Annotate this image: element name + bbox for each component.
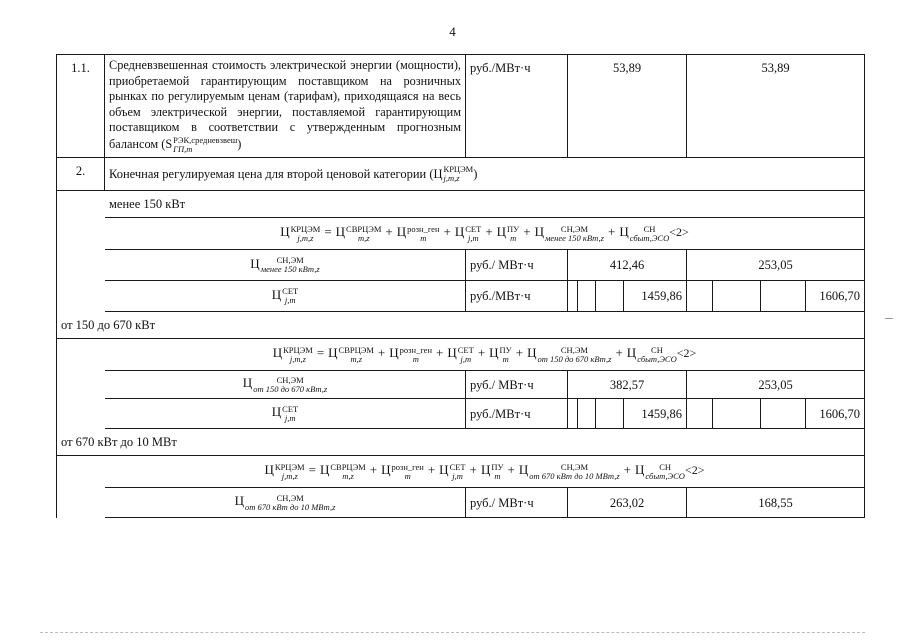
subcell xyxy=(713,281,761,312)
formula-operator: + xyxy=(523,224,531,240)
price-symbol: Ц ПУ m xyxy=(489,344,512,364)
value-column-2: 1606,70 xyxy=(806,399,865,429)
unit-label: руб./ МВт·ч xyxy=(466,371,568,399)
subcell xyxy=(578,281,596,312)
formula-operator: = xyxy=(324,224,332,240)
value-column-2: 1606,70 xyxy=(806,281,865,312)
value-column-1: 1459,86 xyxy=(624,399,687,429)
unit-label: руб./МВт·ч xyxy=(466,55,568,158)
formula-operator: + xyxy=(515,345,524,361)
subcell xyxy=(578,399,596,429)
price-symbol: Ц СЕТ j,m xyxy=(271,286,299,306)
section-title: Конечная регулируемая цена для второй ценовой категории (Ц КРЦЭМ j,m,z ) xyxy=(105,158,865,191)
description-symbol: (S РЭК,средневзвеш ГП,m ) xyxy=(161,134,242,154)
formula-operator: + xyxy=(607,224,616,240)
band-formula xyxy=(105,339,865,371)
formula-operator: + xyxy=(469,462,477,478)
price-symbol: Ц КРЦЭМ j,m,z xyxy=(264,461,305,481)
formula-operator: + xyxy=(436,345,444,361)
formula-operator: + xyxy=(507,462,515,478)
price-symbol: Ц КРЦЭМ j,m,z xyxy=(272,344,313,364)
subcell xyxy=(713,399,761,429)
formula-operator: + xyxy=(477,345,486,361)
sn-symbol xyxy=(105,488,466,518)
price-symbol: Ц СН,ЭМ от 150 до 670 кВт,z xyxy=(242,374,328,394)
subcell xyxy=(596,281,624,312)
formula-operator: + xyxy=(443,224,451,240)
price-symbol: Ц ПУ m xyxy=(496,223,520,243)
unit-label: руб./ МВт·ч xyxy=(466,250,568,281)
value-column-2: 253,05 xyxy=(687,371,865,399)
band-formula xyxy=(105,218,865,250)
subcell xyxy=(568,281,578,312)
price-symbol: Ц ПУ m xyxy=(480,461,504,481)
band-label: от 150 до 670 кВт xyxy=(57,312,865,339)
price-symbol: Ц СН,ЭМ от 670 кВт до 10 МВт,z xyxy=(234,492,336,512)
formula-operator: = xyxy=(308,462,316,478)
price-symbol: Ц СЕТ j,m xyxy=(439,461,466,481)
price-symbol: Ц СВРЦЭМ m,z xyxy=(328,344,374,364)
formula-operator: = xyxy=(316,345,325,361)
price-symbol: Ц СН,ЭМ менее 150 кВт,z xyxy=(534,223,604,243)
subcell xyxy=(761,399,806,429)
price-symbol: Ц СН сбыт,ЭСО xyxy=(635,461,685,481)
sn-symbol xyxy=(105,250,466,281)
unit-label: руб./МВт·ч xyxy=(466,399,568,429)
price-symbol: Ц розн_ген m xyxy=(396,223,440,243)
row-description xyxy=(105,55,466,158)
unit-label: руб./ МВт·ч xyxy=(466,488,568,518)
band-label: менее 150 кВт xyxy=(105,191,865,218)
set-symbol xyxy=(105,399,466,429)
price-symbol: Ц СН сбыт,ЭСО xyxy=(626,344,677,364)
page-number: 4 xyxy=(449,24,456,39)
formula-operator: + xyxy=(369,462,378,478)
price-symbol: Ц розн_ген m xyxy=(389,344,433,364)
subcell xyxy=(761,281,806,312)
price-symbol: Ц СЕТ j,m xyxy=(271,403,299,423)
subcell xyxy=(596,399,624,429)
price-symbol: Ц СЕТ j,m xyxy=(447,344,474,364)
formula-operator: + xyxy=(615,345,623,361)
value-column-1: 382,57 xyxy=(568,371,687,399)
band-label: от 670 кВт до 10 МВт xyxy=(57,429,865,456)
value-column-1: 53,89 xyxy=(568,55,687,158)
price-symbol: Ц СН,ЭМ от 150 до 670 кВт,z xyxy=(527,344,612,364)
formula-operator: + xyxy=(623,462,631,478)
price-symbol: Ц СВРЦЭМ m,z xyxy=(335,223,382,243)
subcell xyxy=(687,399,713,429)
formula-operator: + xyxy=(385,224,393,240)
band-formula xyxy=(105,456,865,488)
formula-operator: + xyxy=(377,345,386,361)
row-number: 1.1. xyxy=(57,55,105,158)
price-symbol: Ц СН,ЭМ менее 150 кВт,z xyxy=(250,255,320,275)
formula-operator: + xyxy=(485,224,493,240)
price-symbol: Ц КРЦЭМ j,m,z xyxy=(280,223,321,243)
footnote-ref: <2> xyxy=(669,225,689,240)
subcell xyxy=(568,399,578,429)
value-column-1: 263,02 xyxy=(568,488,687,518)
value-column-2: 53,89 xyxy=(687,55,865,158)
footnote-ref: <2> xyxy=(676,346,697,361)
formula-operator: + xyxy=(427,462,436,478)
description-text: Средневзвешенная стоимость электрической энергии (мощности), приобретаемой гарантирующим поставщиком на розничных рынках по регулируемым ценам (тарифам), приходящаяся на весь объем электрической энергии, поставляемой гарантирующим поставщиком в соответствии с утвержденным прогнозным балансом xyxy=(109,58,461,151)
value-column-2: 253,05 xyxy=(687,250,865,281)
value-column-2: 168,55 xyxy=(687,488,865,518)
unit-label: руб./МВт·ч xyxy=(466,281,568,312)
price-symbol: Ц СН,ЭМ от 670 кВт до 10 МВт,z xyxy=(518,461,620,481)
scan-edge xyxy=(40,632,865,633)
price-symbol: Ц СВРЦЭМ m,z xyxy=(319,461,366,481)
value-column-1: 412,46 xyxy=(568,250,687,281)
price-symbol: Ц СЕТ j,m xyxy=(454,223,482,243)
sn-symbol xyxy=(105,371,466,399)
set-symbol xyxy=(105,281,466,312)
value-column-1: 1459,86 xyxy=(624,281,687,312)
price-symbol: Ц СН сбыт,ЭСО xyxy=(619,223,670,243)
footnote-ref: <2> xyxy=(684,463,705,478)
row-number: 2. xyxy=(57,158,105,191)
scan-mark xyxy=(885,318,893,319)
price-symbol: Ц розн_ген m xyxy=(381,461,424,481)
subcell xyxy=(687,281,713,312)
